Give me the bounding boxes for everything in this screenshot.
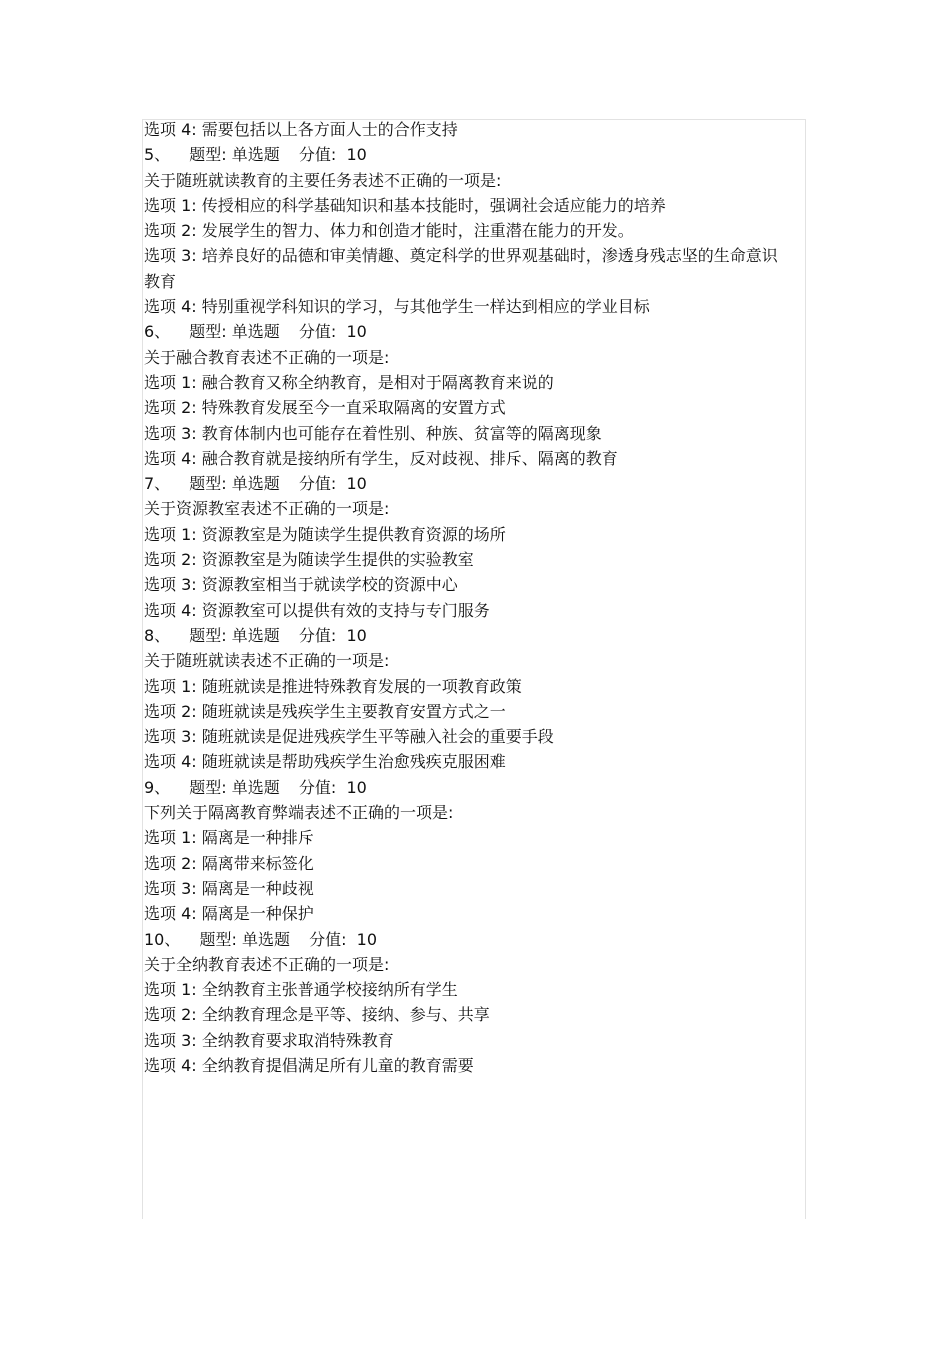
- question-block: [144, 927, 784, 1079]
- question-number: 5、: [144, 145, 171, 165]
- answer-option: 选项 3: 培养良好的品德和审美情趣、奠定科学的世界观基础时，渗透身残志坚的生命意识教育: [144, 246, 778, 291]
- question-score-value: 10: [356, 929, 378, 949]
- question-stem: 关于融合教育表述不正确的一项是:: [144, 347, 390, 367]
- answer-option: 选项 3: 资源教室相当于就读学校的资源中心: [144, 575, 458, 595]
- question-type-value: 单选题: [231, 474, 280, 494]
- question-type-value: 单选题: [231, 777, 280, 797]
- question-score-value: 10: [346, 322, 367, 342]
- lead-option: 选项 4: 需要包括以上各方面人士的合作支持: [144, 120, 458, 139]
- answer-option: 选项 2: 发展学生的智力、体力和创造才能时，注重潜在能力的开发。: [144, 221, 634, 241]
- question-type-label: 题型:: [199, 929, 237, 949]
- answer-option: 选项 4: 特别重视学科知识的学习，与其他学生一样达到相应的学业目标: [144, 297, 650, 317]
- answer-option: 选项 1: 融合教育又称全纳教育，是相对于隔离教育来说的: [144, 372, 554, 392]
- question-header: [144, 471, 784, 496]
- question-number: 6、: [144, 322, 171, 342]
- answer-option: 选项 1: 隔离是一种排斥: [144, 828, 314, 848]
- question-type-label: 题型:: [189, 625, 227, 645]
- answer-option: 选项 4: 全纳教育提倡满足所有儿童的教育需要: [144, 1055, 474, 1075]
- question-score-label: 分值:: [309, 929, 347, 949]
- answer-option: 选项 4: 随班就读是帮助残疾学生治愈残疾克服困难: [144, 752, 506, 772]
- question-stem: 关于随班就读表述不正确的一项是:: [144, 651, 390, 671]
- question-list: [144, 142, 784, 1078]
- answer-option: 选项 2: 隔离带来标签化: [144, 853, 314, 873]
- answer-option: 选项 3: 教育体制内也可能存在着性别、种族、贫富等的隔离现象: [144, 423, 602, 443]
- question-number: 10、: [144, 929, 181, 949]
- answer-option: 选项 2: 随班就读是残疾学生主要教育安置方式之一: [144, 701, 506, 721]
- question-score-value: 10: [346, 474, 367, 494]
- question-header: [144, 775, 784, 800]
- answer-option: 选项 2: 全纳教育理念是平等、接纳、参与、共享: [144, 1005, 490, 1025]
- question-header: [144, 623, 784, 648]
- answer-option: 选项 2: 资源教室是为随读学生提供的实验教室: [144, 550, 474, 570]
- question-score-label: 分值:: [298, 474, 337, 494]
- question-stem: 关于资源教室表述不正确的一项是:: [144, 499, 390, 519]
- question-number: 8、: [144, 625, 171, 645]
- question-header: [144, 927, 784, 952]
- question-score-value: 10: [346, 625, 367, 645]
- question-header: [144, 319, 784, 344]
- question-score-label: 分值:: [298, 322, 337, 342]
- question-block: [144, 319, 784, 471]
- answer-option: 选项 3: 隔离是一种歧视: [144, 878, 314, 898]
- question-stem: 下列关于隔离教育弊端表述不正确的一项是:: [144, 803, 454, 823]
- question-type-value: 单选题: [231, 322, 280, 342]
- question-number: 9、: [144, 777, 171, 797]
- answer-option: 选项 2: 特殊教育发展至今一直采取隔离的安置方式: [144, 398, 506, 418]
- document-content: [144, 117, 784, 1078]
- question-type-label: 题型:: [189, 777, 227, 797]
- question-type-value: 单选题: [241, 929, 290, 949]
- question-type-label: 题型:: [189, 474, 227, 494]
- question-header: [144, 142, 784, 167]
- answer-option: 选项 1: 资源教室是为随读学生提供教育资源的场所: [144, 524, 506, 544]
- question-block: [144, 471, 784, 623]
- question-stem: 关于全纳教育表述不正确的一项是:: [144, 954, 390, 974]
- answer-option: 选项 4: 资源教室可以提供有效的支持与专门服务: [144, 600, 490, 620]
- question-type-value: 单选题: [231, 625, 280, 645]
- question-score-value: 10: [346, 145, 367, 165]
- question-block: [144, 623, 784, 775]
- question-score-label: 分值:: [298, 625, 337, 645]
- answer-option: 选项 3: 随班就读是促进残疾学生平等融入社会的重要手段: [144, 727, 554, 747]
- answer-option: 选项 1: 传授相应的科学基础知识和基本技能时，强调社会适应能力的培养: [144, 195, 666, 215]
- question-type-value: 单选题: [231, 145, 280, 165]
- question-type-label: 题型:: [189, 145, 227, 165]
- question-number: 7、: [144, 474, 171, 494]
- answer-option: 选项 3: 全纳教育要求取消特殊教育: [144, 1030, 394, 1050]
- question-score-label: 分值:: [298, 145, 337, 165]
- answer-option: 选项 4: 融合教育就是接纳所有学生，反对歧视、排斥、隔离的教育: [144, 448, 618, 468]
- question-block: [144, 775, 784, 927]
- answer-option: 选项 4: 隔离是一种保护: [144, 904, 314, 924]
- question-score-value: 10: [346, 777, 367, 797]
- question-stem: 关于随班就读教育的主要任务表述不正确的一项是:: [144, 170, 502, 190]
- question-type-label: 题型:: [189, 322, 227, 342]
- question-score-label: 分值:: [298, 777, 337, 797]
- answer-option: 选项 1: 全纳教育主张普通学校接纳所有学生: [144, 980, 458, 1000]
- answer-option: 选项 1: 随班就读是推进特殊教育发展的一项教育政策: [144, 676, 522, 696]
- question-block: [144, 142, 784, 319]
